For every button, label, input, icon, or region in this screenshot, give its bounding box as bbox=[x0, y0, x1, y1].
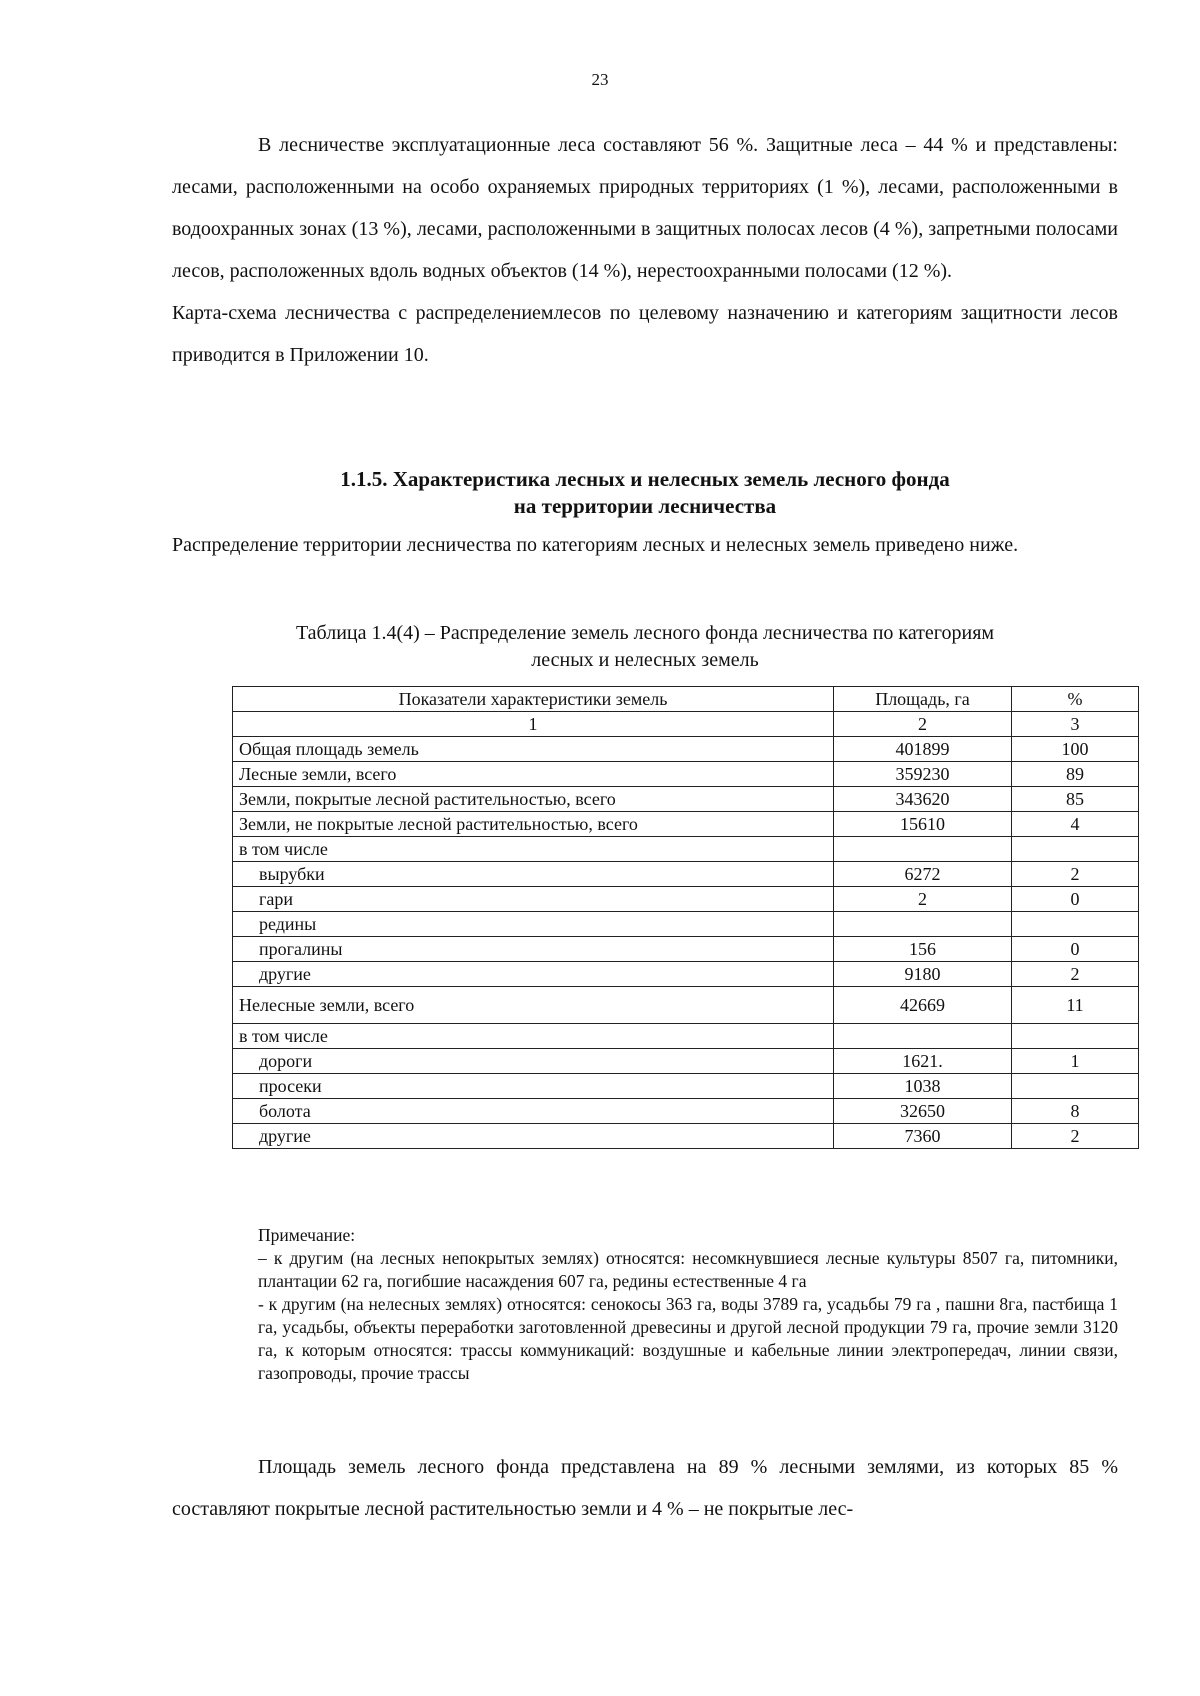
note-item-2: - к другим (на нелесных землях) относятся: сенокосы 363 га, воды 3789 га, усадьбы 79 га , пашни 8га, пастбища 1 га, усадьбы, объекты переработки заготовленной древесины и другой лесной продукции 79 га, прочие земли 3120 га, к которым относятся: трассы коммуникаций: воздушные и кабельные линии электропередач, линии связи, газопроводы, прочие трассы bbox=[258, 1294, 1118, 1383]
section-heading bbox=[172, 466, 1118, 520]
distribution-paragraph: Распределение территории лесничества по категориям лесных и нелесных земель приведено ниже. bbox=[172, 534, 1019, 556]
table-caption-line1: Таблица 1.4(4) – Распределение земель лесного фонда лесничества по категориям bbox=[295, 622, 995, 644]
note-title: Примечание: bbox=[258, 1225, 356, 1245]
section-heading-line1: 1.1.5. Характеристика лесных и нелесных земель лесного фонда bbox=[340, 467, 950, 491]
table-row bbox=[233, 762, 1139, 787]
row-area-cell: 15610 bbox=[834, 812, 1012, 837]
row-percent-cell: 4 bbox=[1012, 812, 1139, 837]
header-cell-percent: % bbox=[1012, 687, 1139, 712]
table-row bbox=[233, 787, 1139, 812]
row-percent-cell: 11 bbox=[1012, 987, 1139, 1024]
column-number-3: 3 bbox=[1012, 712, 1139, 737]
table-row bbox=[233, 987, 1139, 1024]
note-item-1: – к другим (на лесных непокрытых землях) относятся: несомкнувшиеся лесные культуры 8507 га, питомники, плантации 62 га, погибшие насаждения 607 га, редины естественные 4 га bbox=[258, 1248, 1118, 1291]
map-paragraph: Карта-схема лесничества с распределениемлесов по целевому назначению и категориям защитности лесов приводится в Приложении 10. bbox=[172, 302, 1118, 366]
intro-text bbox=[172, 124, 1118, 376]
row-percent-cell bbox=[1012, 912, 1139, 937]
row-percent-cell: 2 bbox=[1012, 862, 1139, 887]
land-categories-table bbox=[232, 686, 1139, 1149]
row-percent-cell: 100 bbox=[1012, 737, 1139, 762]
row-area-cell bbox=[834, 912, 1012, 937]
table-row bbox=[233, 962, 1139, 987]
table-row bbox=[233, 912, 1139, 937]
row-area-cell: 359230 bbox=[834, 762, 1012, 787]
row-area-cell: 1038 bbox=[834, 1074, 1012, 1099]
row-percent-cell: 89 bbox=[1012, 762, 1139, 787]
row-label-cell: гари bbox=[233, 887, 834, 912]
row-percent-cell: 0 bbox=[1012, 937, 1139, 962]
row-area-cell: 6272 bbox=[834, 862, 1012, 887]
table-row bbox=[233, 812, 1139, 837]
row-percent-cell bbox=[1012, 837, 1139, 862]
row-label-cell: вырубки bbox=[233, 862, 834, 887]
table-caption-line2: лесных и нелесных земель bbox=[531, 649, 759, 671]
row-area-cell: 32650 bbox=[834, 1099, 1012, 1124]
intro-paragraph: В лесничестве эксплуатационные леса составляют 56 %. Защитные леса – 44 % и представлены: лесами, расположенными на особо охраняемых природных территориях (1 %), лесами, расположенными в водоохранных зонах (13 %), лесами, расположенными в защитных полосах лесов (4 %), запретными полосами лесов, расположенных вдоль водных объектов (14 %), нерестоохранными полосами (12 %). bbox=[172, 134, 1118, 282]
row-area-cell: 156 bbox=[834, 937, 1012, 962]
row-percent-cell: 0 bbox=[1012, 887, 1139, 912]
row-label-cell: Общая площадь земель bbox=[233, 737, 834, 762]
row-label-cell: редины bbox=[233, 912, 834, 937]
column-number-row bbox=[233, 712, 1139, 737]
closing-paragraph: Площадь земель лесного фонда представлена на 89 % лесными землями, из которых 85 % составляют покрытые лесной растительностью земли и 4 % – не покрытые лес- bbox=[172, 1456, 1118, 1520]
row-percent-cell: 1 bbox=[1012, 1049, 1139, 1074]
table-caption bbox=[172, 620, 1118, 674]
row-percent-cell: 2 bbox=[1012, 962, 1139, 987]
table-row bbox=[233, 862, 1139, 887]
row-percent-cell: 85 bbox=[1012, 787, 1139, 812]
table-row bbox=[233, 887, 1139, 912]
table-row bbox=[233, 1124, 1139, 1149]
note-block bbox=[258, 1224, 1118, 1385]
row-label-cell: другие bbox=[233, 1124, 834, 1149]
row-area-cell bbox=[834, 837, 1012, 862]
row-label-cell: Нелесные земли, всего bbox=[233, 987, 834, 1024]
row-area-cell: 7360 bbox=[834, 1124, 1012, 1149]
row-area-cell: 343620 bbox=[834, 787, 1012, 812]
table-row bbox=[233, 837, 1139, 862]
row-label-cell: Земли, не покрытые лесной растительностью, всего bbox=[233, 812, 834, 837]
row-label-cell: Лесные земли, всего bbox=[233, 762, 834, 787]
table-row bbox=[233, 1099, 1139, 1124]
row-label-cell: дороги bbox=[233, 1049, 834, 1074]
row-label-cell: в том числе bbox=[233, 1024, 834, 1049]
closing-text bbox=[172, 1446, 1118, 1530]
row-percent-cell: 2 bbox=[1012, 1124, 1139, 1149]
row-percent-cell: 8 bbox=[1012, 1099, 1139, 1124]
row-area-cell: 2 bbox=[834, 887, 1012, 912]
row-area-cell: 42669 bbox=[834, 987, 1012, 1024]
row-area-cell: 401899 bbox=[834, 737, 1012, 762]
header-cell-indicator: Показатели характеристики земель bbox=[233, 687, 834, 712]
section-heading-line2: на территории лесничества bbox=[513, 494, 777, 518]
table-header-row bbox=[233, 687, 1139, 712]
table-row bbox=[233, 937, 1139, 962]
row-area-cell: 1621. bbox=[834, 1049, 1012, 1074]
row-percent-cell bbox=[1012, 1074, 1139, 1099]
row-label-cell: в том числе bbox=[233, 837, 834, 862]
table-row bbox=[233, 1024, 1139, 1049]
row-label-cell: другие bbox=[233, 962, 834, 987]
row-label-cell: прогалины bbox=[233, 937, 834, 962]
column-number-2: 2 bbox=[834, 712, 1012, 737]
row-label-cell: Земли, покрытые лесной растительностью, всего bbox=[233, 787, 834, 812]
header-cell-area: Площадь, га bbox=[834, 687, 1012, 712]
row-label-cell: просеки bbox=[233, 1074, 834, 1099]
table-row bbox=[233, 1049, 1139, 1074]
row-percent-cell bbox=[1012, 1024, 1139, 1049]
row-area-cell bbox=[834, 1024, 1012, 1049]
table-row bbox=[233, 737, 1139, 762]
distribution-text bbox=[172, 524, 1118, 566]
row-label-cell: болота bbox=[233, 1099, 834, 1124]
row-area-cell: 9180 bbox=[834, 962, 1012, 987]
column-number-1: 1 bbox=[233, 712, 834, 737]
table-row bbox=[233, 1074, 1139, 1099]
page-number: 23 bbox=[591, 70, 609, 89]
